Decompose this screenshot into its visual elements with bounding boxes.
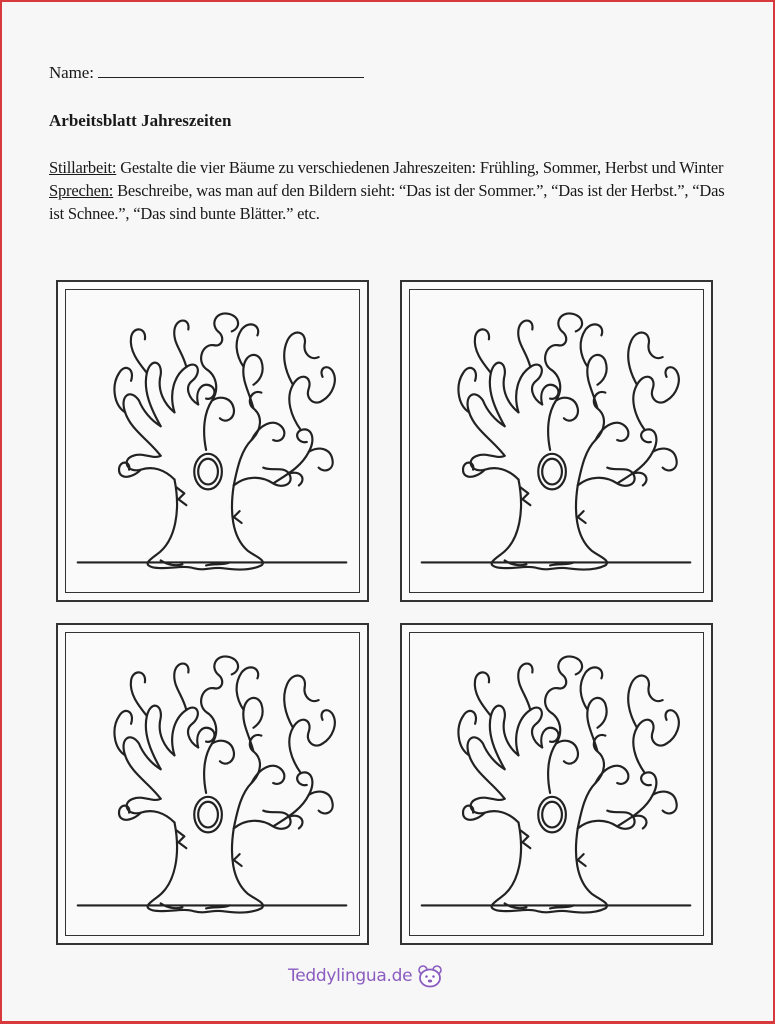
- teddylingua-logo: [288, 964, 444, 988]
- task1-label: Stillarbeit:: [49, 158, 117, 177]
- tree-drawing: [58, 282, 367, 600]
- tree-frame-4[interactable]: [400, 623, 713, 945]
- tree-frame-3[interactable]: [56, 623, 369, 945]
- tree-frame-2[interactable]: [400, 280, 713, 602]
- task2-label: Sprechen:: [49, 181, 114, 200]
- tree-drawing: [402, 625, 711, 943]
- teddy-bear-icon: [416, 964, 444, 988]
- instructions: [49, 156, 739, 225]
- name-blank-line[interactable]: [98, 64, 364, 78]
- instruction-stillarbeit: [49, 156, 739, 179]
- worksheet-title: Arbeitsblatt Jahreszeiten: [49, 111, 232, 130]
- name-field-line: [49, 63, 364, 83]
- logo-text: Teddylingua.de: [288, 966, 413, 986]
- name-label: Name:: [49, 63, 94, 82]
- tree-drawing: [58, 625, 367, 943]
- tree-drawing: [402, 282, 711, 600]
- task1-text: Gestalte die vier Bäume zu verschiedenen Jahreszeiten: Frühling, Sommer, Herbst und Winter: [116, 158, 724, 177]
- instruction-sprechen: [49, 179, 739, 225]
- tree-frame-1[interactable]: [56, 280, 369, 602]
- task2-text: Beschreibe, was man auf den Bildern sieht: “Das ist der Sommer.”, “Das ist der Herbst.”, “Das ist Schnee.”, “Das sind bunte Blätter.” etc.: [49, 181, 725, 223]
